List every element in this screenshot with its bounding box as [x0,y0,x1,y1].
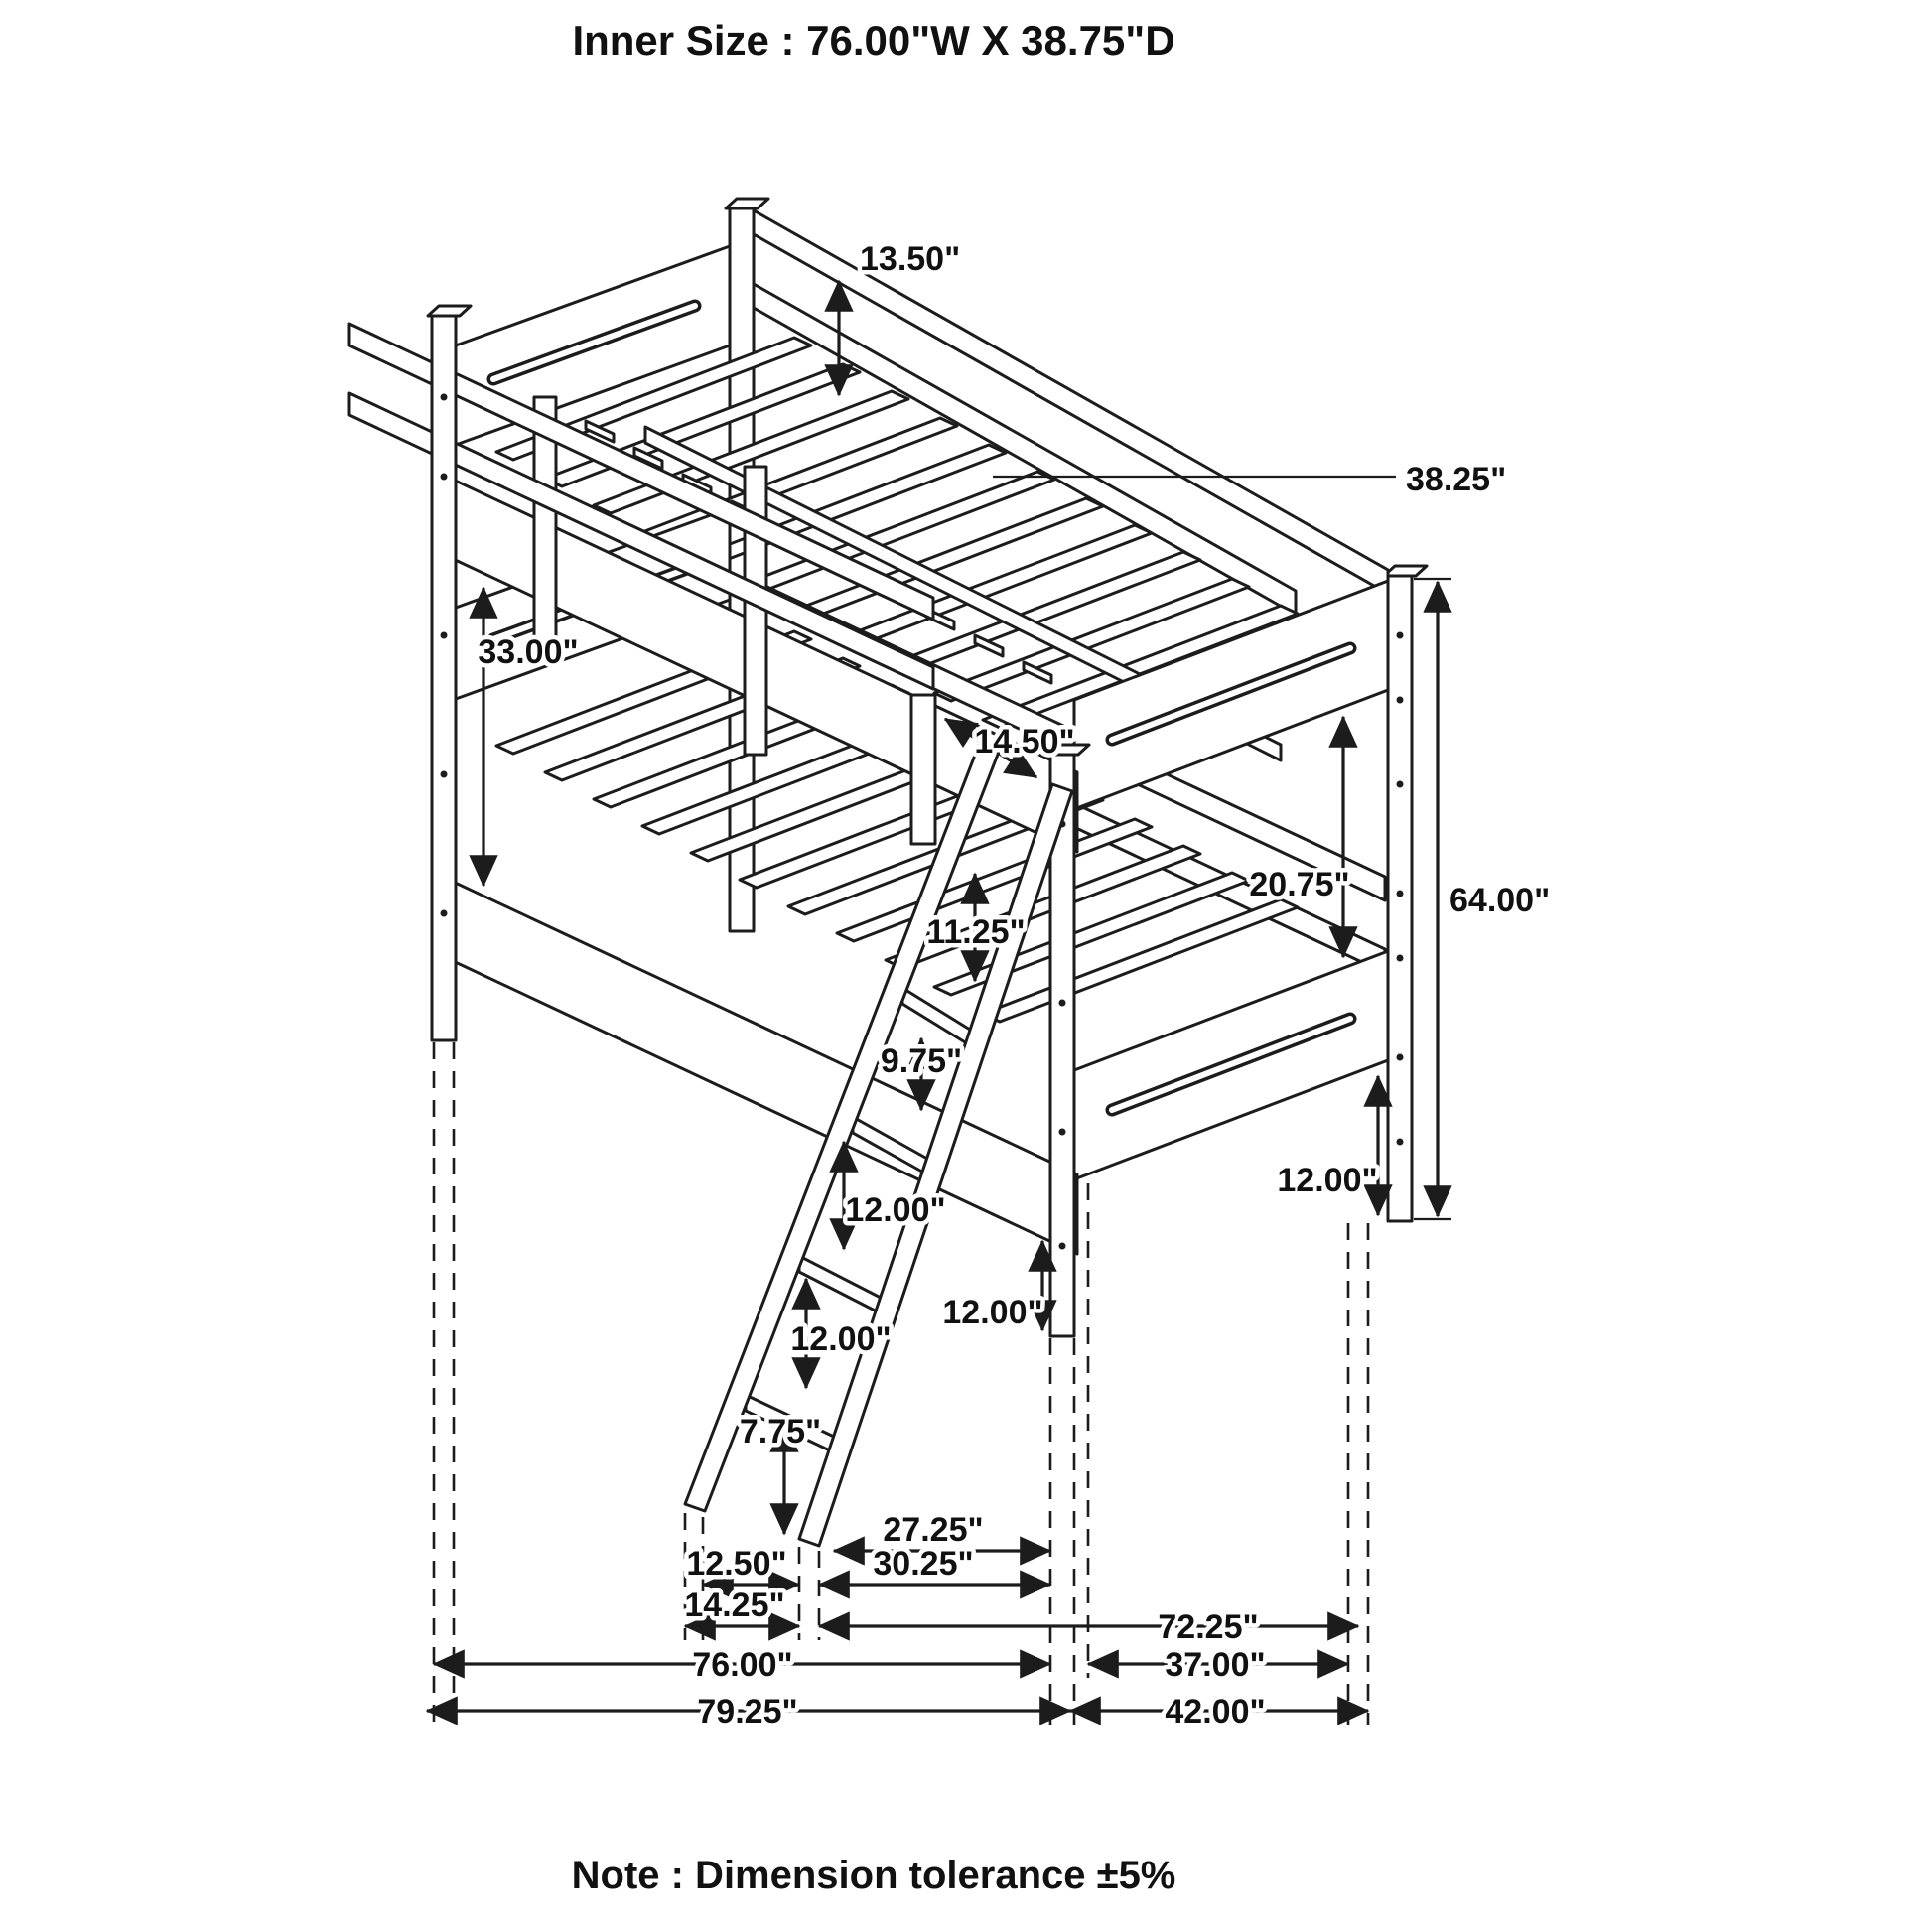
dim-overall-width-out: 79.25" [697,1693,798,1730]
ladder-rung-1 [902,988,970,1045]
back-foot-post [1384,566,1427,1221]
dim-end-outer: 42.00" [1165,1693,1266,1730]
dim-rail-spacing: 13.50" [860,240,961,278]
upper-footboard [1074,581,1388,809]
dim-overall-width: 76.00" [692,1646,793,1684]
page-title: Inner Size : 76.00"W X 38.75"D [572,17,1175,64]
dim-total-height: 64.00" [1449,882,1551,919]
tolerance-note: Note : Dimension tolerance ±5% [571,1854,1176,1897]
dim-front-leg: 12.00" [942,1294,1043,1331]
dim-rear-leg: 12.00" [1277,1162,1378,1199]
dim-ladder-span: 30.25" [873,1545,974,1583]
dim-frame-length: 72.25" [1158,1608,1259,1646]
dim-step-fourth: 12.00" [790,1320,892,1358]
dim-ladder-opening: 14.50" [974,723,1075,760]
dim-slat-length: 38.25" [1406,461,1507,498]
dim-step-top: 11.25" [926,913,1026,951]
ladder-rung-3 [799,1256,881,1313]
dim-bunk-clearance: 33.00" [478,633,579,671]
dim-step-third: 12.00" [845,1191,946,1229]
dim-step-second: 9.75" [880,1042,963,1080]
dim-ladder-clear: 27.25" [883,1511,984,1549]
dim-footboard-gap: 20.75" [1249,866,1350,903]
dim-step-bottom: 7.75" [739,1413,822,1450]
dim-feet-outer: 14.25" [684,1587,785,1624]
dim-end-inner: 37.00" [1165,1646,1266,1684]
dim-feet-inner: 12.50" [686,1545,787,1583]
lower-footboard [1074,951,1388,1179]
